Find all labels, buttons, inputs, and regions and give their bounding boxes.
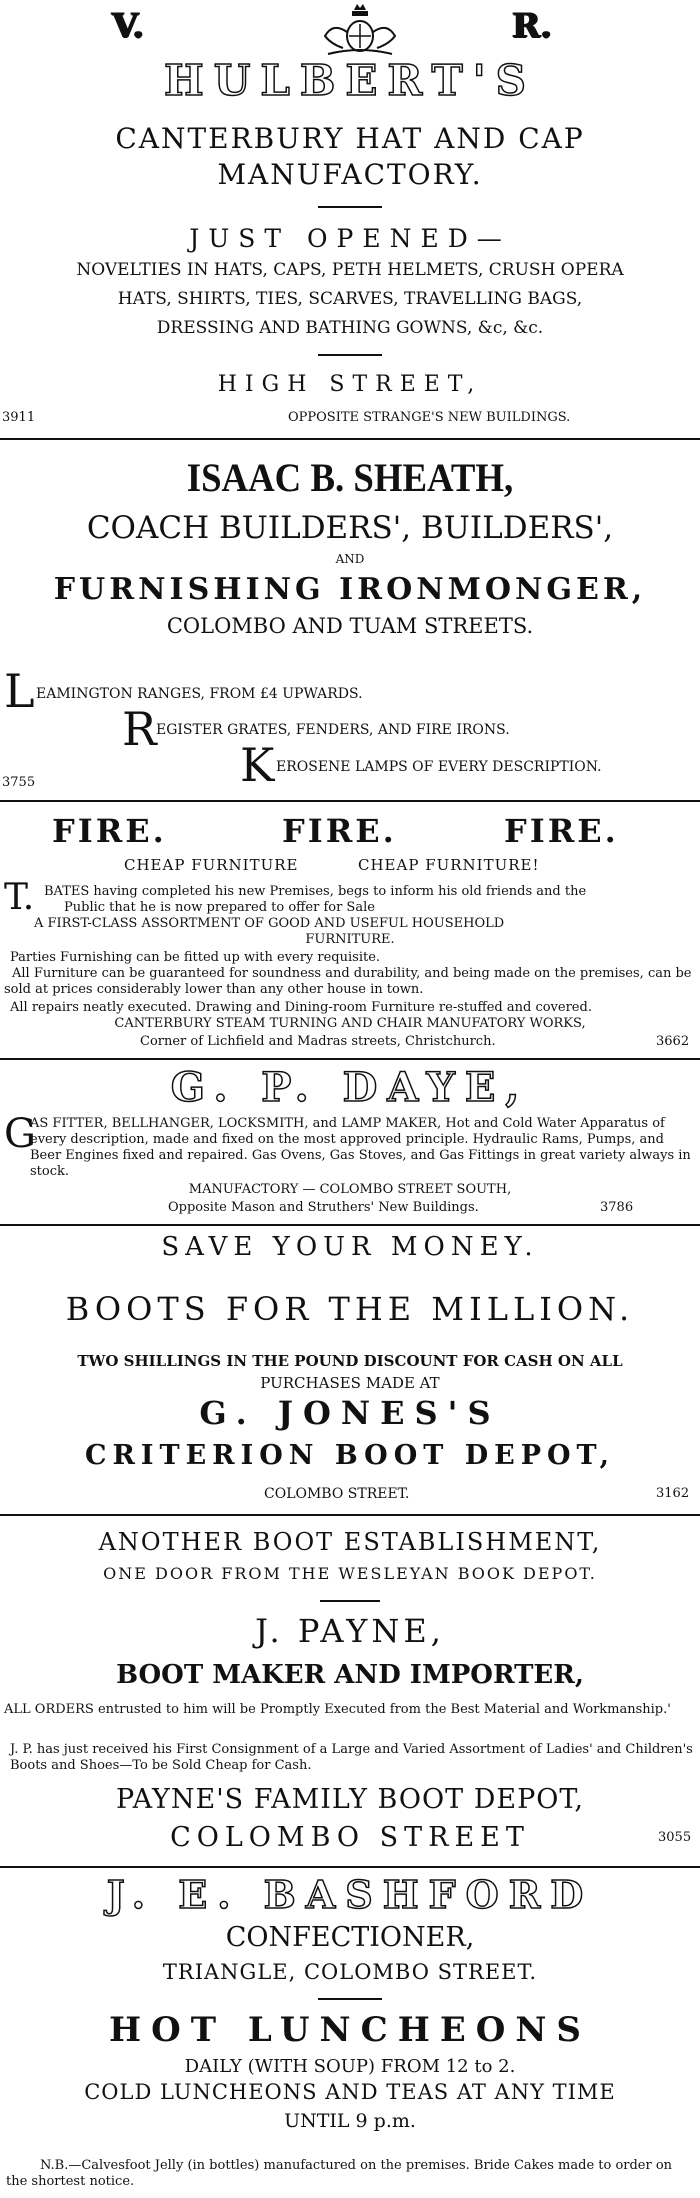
opposite-stranges: OPPOSITE STRANGE'S NEW BUILDINGS. [288,410,571,425]
boot-maker-importer: BOOT MAKER AND IMPORTER, [116,1660,584,1690]
ad-number: 3911 [2,410,36,425]
dropcap-l: L [4,664,35,718]
hat-cap-line2: MANUFACTORY. [217,158,483,191]
divider [318,1998,382,2000]
dropcap-k: K [240,738,275,792]
hulberts-brand: HULBERT'S [164,56,536,105]
discount-line2: PURCHASES MADE AT [260,1374,440,1392]
daye-opposite: Opposite Mason and Struthers' New Buildings. [168,1200,479,1215]
r-initial: R. [512,6,553,46]
criterion-boot-depot: CRITERION BOOT DEPOT, [84,1440,616,1471]
bates-line2: Public that he is now prepared to offer for Sale [64,900,375,915]
cheap-furniture-2: CHEAP FURNITURE! [358,856,540,874]
ad-number: 3162 [656,1486,690,1501]
novelties-line2: HATS, SHIRTS, TIES, SCARVES, TRAVELLING BAGS, [117,289,583,309]
dropcap-r: R [122,702,157,756]
ad-number: 3662 [656,1034,690,1049]
item-register: EGISTER GRATES, FENDERS, AND FIRE IRONS. [156,722,510,738]
royal-coat-of-arms-icon [318,2,402,58]
just-opened: JUST OPENED— [189,224,511,253]
save-your-money: SAVE YOUR MONEY. [161,1232,539,1262]
payne-consignment: J. P. has just received his First Consignment of a Large and Varied Assortment of Ladies' and Children's Boots and Shoes—To be Sold Cheap for Cash. [10,1742,693,1773]
bates-requisite: Parties Furnishing can be fitted up with every requisite. [10,950,381,965]
column-rule [0,1866,700,1868]
bates-line4: FURNITURE. [305,932,395,947]
jones-name: G. JONES'S [199,1394,501,1432]
novelties-line1: NOVELTIES IN HATS, CAPS, PETH HELMETS, CRUSH OPERA [76,260,624,280]
boots-for-million: BOOTS FOR THE MILLION. [65,1290,635,1328]
nb-jelly-note: N.B.—Calvesfoot Jelly (in bottles) manufactured on the premises. Bride Cakes made to order on the shortest notice. [6,2158,673,2189]
sheath-name: ISAAC B. SHEATH, [186,455,514,500]
fire-2: FIRE. [282,812,397,850]
hat-cap-line1: CANTERBURY HAT AND CAP [115,122,585,155]
coach-builders: COACH BUILDERS', BUILDERS', [86,510,614,546]
column-rule [0,1514,700,1516]
fire-1: FIRE. [52,812,167,850]
dropcap-g: G [4,1111,36,1157]
payne-name: J. PAYNE, [255,1612,445,1650]
column-rule [0,438,700,440]
family-boot-depot: PAYNE'S FAMILY BOOT DEPOT, [115,1784,585,1815]
confectioner: CONFECTIONER, [225,1922,475,1953]
daily-with-soup: DAILY (WITH SOUP) FROM 12 to 2. [184,2056,516,2077]
high-street: HIGH STREET, [217,372,483,397]
item-kerosene: EROSENE LAMPS OF EVERY DESCRIPTION. [276,759,602,775]
ad-number: 3755 [2,775,36,790]
divider [320,1600,380,1602]
cheap-furniture-1: CHEAP FURNITURE [124,856,299,874]
daye-manufactory: MANUFACTORY — COLOMBO STREET SOUTH, [188,1182,512,1197]
colombo-street: COLOMBO STREET. [264,1486,410,1502]
colombo-tuam: COLOMBO AND TUAM STREETS. [166,614,534,638]
hot-luncheons: HOT LUNCHEONS [108,2010,591,2050]
one-door: ONE DOOR FROM THE WESLEYAN BOOK DEPOT. [103,1564,597,1583]
bates-works: CANTERBURY STEAM TURNING AND CHAIR MANUFATORY WORKS, [114,1016,586,1031]
fire-3: FIRE. [504,812,619,850]
bashford-name: J. E. BASHFORD [106,1872,594,1917]
discount-line1: TWO SHILLINGS IN THE POUND DISCOUNT FOR CASH ON ALL [77,1352,623,1370]
another-boot: ANOTHER BOOT ESTABLISHMENT, [98,1528,602,1556]
bates-repairs: All repairs neatly executed. Drawing and Dining-room Furniture re-stuffed and covered. [10,1000,592,1015]
v-initial: V. [112,6,145,46]
payne-orders: ALL ORDERS entrusted to him will be Promptly Executed from the Best Material and Workmanship.' [4,1702,671,1717]
daye-name: G. P. DAYE, [170,1064,530,1111]
column-rule [0,1058,700,1060]
divider [318,206,382,208]
ad-number: 3055 [658,1830,692,1845]
cold-luncheons: COLD LUNCHEONS AND TEAS AT ANY TIME [84,2080,616,2104]
bates-guarantee: All Furniture can be guaranteed for soundness and durability, and being made on the premises, can be sold at prices considerably lower than any other house in town. [4,966,692,997]
ad-number: 3786 [600,1200,634,1215]
payne-colombo-street: COLOMBO STREET [170,1822,530,1853]
triangle-colombo: TRIANGLE, COLOMBO STREET. [162,1960,538,1984]
and-word: AND [335,552,365,566]
furnishing-ironmonger: FURNISHING IRONMONGER, [53,572,647,607]
novelties-line3: DRESSING AND BATHING GOWNS, &c, &c. [156,318,544,338]
dropcap-t: T. [4,877,35,918]
bates-corner: Corner of Lichfield and Madras streets, Christchurch. [140,1034,496,1049]
column-rule [0,800,700,802]
column-rule [0,1224,700,1226]
until-9pm: UNTIL 9 p.m. [284,2110,416,2132]
divider [318,354,382,356]
item-leamington: EAMINGTON RANGES, FROM £4 UPWARDS. [36,686,363,702]
bates-line1: BATES having completed his new Premises, begs to inform his old friends and the [44,884,587,899]
daye-description: AS FITTER, BELLHANGER, LOCKSMITH, and LAMP MAKER, Hot and Cold Water Apparatus of every description, made and fixed on the most approved principle. Hydraulic Rams, Pumps, and Beer Engines fixed and repaired. Gas Ovens, Gas Stoves, and Gas Fittings in great variety always in stock. [30,1116,691,1179]
bates-line3: A FIRST-CLASS ASSORTMENT OF GOOD AND USEFUL HOUSEHOLD [34,916,505,931]
